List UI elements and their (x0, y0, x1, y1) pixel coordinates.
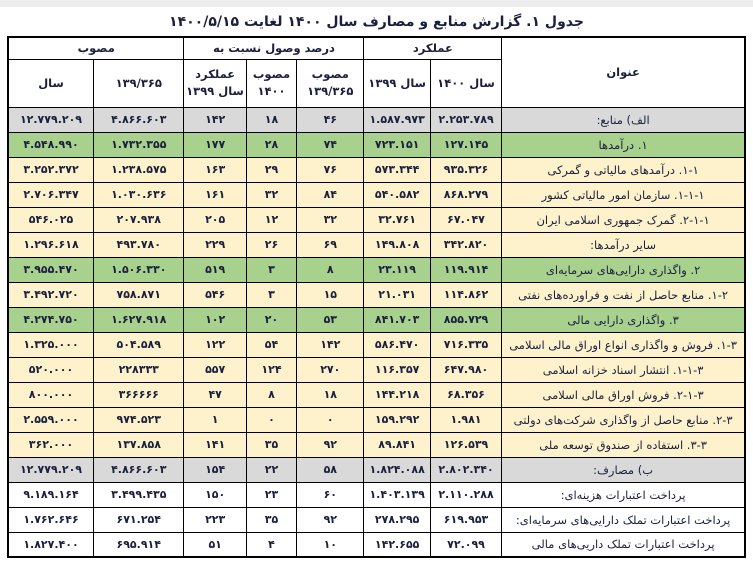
header-approved-139365: ۱۳۹/۳۶۵ (94, 59, 184, 107)
pct-approved-1400-cell: ۲۳ (246, 482, 296, 507)
pct-approved-1400-cell: ۳۲ (246, 182, 296, 207)
approved-139365-cell: ۶۷۱.۲۵۴ (94, 507, 184, 532)
pct-approved-139365-cell: ۱۴۲ (297, 332, 364, 357)
approved-year-cell: ۱۲.۷۷۹.۲۰۹ (8, 457, 94, 482)
pct-approved-1400-cell: ۱۸ (246, 107, 296, 132)
approved-139365-cell: ۴.۸۶۶.۶۰۳ (94, 457, 184, 482)
header-approved-year: سال (8, 59, 94, 107)
perf-1400-cell: ۷۱۶.۳۳۵ (430, 332, 501, 357)
approved-year-cell: ۲.۵۵۹.۰۰۰ (8, 407, 94, 432)
row-label: ۲-۱-۱. گمرک جمهوری اسلامی ایران (502, 207, 745, 232)
row-label: سایر درآمدها: (502, 232, 745, 257)
header-pct-approved-139365-line1: مصوب (311, 66, 349, 81)
table-row (8, 107, 745, 132)
table-row (8, 307, 745, 332)
pct-approved-1400-cell: ۳۵ (246, 507, 296, 532)
header-pct-perf-1399-line2: سال ۱۳۹۹ (186, 84, 244, 98)
perf-1400-cell: ۶۱۹.۹۵۳ (430, 507, 501, 532)
perf-1399-cell: ۱۴۹.۸۰۸ (364, 232, 430, 257)
table-row (8, 507, 745, 532)
row-label: ۳-۳. استفاده از صندوق توسعه ملی (502, 432, 745, 457)
perf-1400-cell: ۱۱۴.۸۶۲ (430, 282, 501, 307)
approved-year-cell: ۱.۲۹۶.۶۱۸ (8, 232, 94, 257)
pct-perf-1399-cell: ۱۶۱ (184, 182, 246, 207)
table-row (8, 232, 745, 257)
row-label: ۱-۱-۱. سازمان امور مالیاتی کشور (502, 182, 745, 207)
perf-1400-cell: ۲.۸۰۲.۳۴۰ (430, 457, 501, 482)
pct-approved-1400-cell: ۲۹ (246, 157, 296, 182)
pct-approved-139365-cell: ۸۴ (297, 182, 364, 207)
perf-1399-cell: ۱.۵۸۷.۹۷۳ (364, 107, 430, 132)
page-title: جدول ۱. گزارش منابع و مصارف سال ۱۴۰۰ لغایت ۱۴۰۰/۵/۱۵ (169, 14, 584, 30)
pct-approved-1400-cell: ۵۴ (246, 332, 296, 357)
approved-139365-cell: ۱.۰۳۰.۶۳۶ (94, 182, 184, 207)
pct-perf-1399-cell: ۱۰۲ (184, 307, 246, 332)
approved-139365-cell: ۳۶۶۶۶۶ (94, 382, 184, 407)
pct-approved-1400-cell: ۳۵ (246, 432, 296, 457)
approved-year-cell: ۱.۷۶۲.۶۴۶ (8, 507, 94, 532)
approved-139365-cell: ۳.۴۹۹.۴۳۵ (94, 482, 184, 507)
pct-approved-139365-cell: ۴۶ (297, 107, 364, 132)
table-row (8, 282, 745, 307)
perf-1400-cell: ۲.۱۱۰.۲۸۸ (430, 482, 501, 507)
row-label: ۲. واگذاری دارایی‌های سرمایه‌ای (502, 257, 745, 282)
pct-perf-1399-cell: ۱۵۰ (184, 482, 246, 507)
pct-approved-1400-cell: ۲۰ (246, 307, 296, 332)
approved-year-cell: ۲.۷۰۶.۳۴۷ (8, 182, 94, 207)
table-row (8, 532, 745, 557)
row-label: الف) منابع: (502, 107, 745, 132)
perf-1400-cell: ۳۴۲.۸۲۰ (430, 232, 501, 257)
header-pct-approved-139365 (297, 59, 364, 107)
pct-approved-139365-cell: ۷۶ (297, 157, 364, 182)
header-approved-group: مصوب (8, 37, 184, 59)
pct-perf-1399-cell: ۱۴۱ (184, 432, 246, 457)
pct-approved-139365-cell: ۶۹ (297, 232, 364, 257)
header-percent-group: درصد وصول نسبت به (184, 37, 364, 59)
row-label: پرداخت اعتبارات هزینه‌ای: (502, 482, 745, 507)
pct-approved-139365-cell: ۹۲ (297, 507, 364, 532)
perf-1399-cell: ۵۷۳.۳۴۴ (364, 157, 430, 182)
table-row (8, 482, 745, 507)
perf-1399-cell: ۷۲۳.۱۵۱ (364, 132, 430, 157)
approved-139365-cell: ۱.۲۳۸.۵۷۵ (94, 157, 184, 182)
pct-approved-139365-cell: ۱۵ (297, 282, 364, 307)
approved-139365-cell: ۴۹۳.۷۸۰ (94, 232, 184, 257)
approved-year-cell: ۱.۳۲۵.۰۰۰ (8, 332, 94, 357)
approved-year-cell: ۳.۲۵۲.۳۷۲ (8, 157, 94, 182)
row-label: ۲-۳. منابع حاصل از واگذاری شرکت‌های دولتی (502, 407, 745, 432)
pct-approved-1400-cell: ۳ (246, 257, 296, 282)
perf-1400-cell: ۶۷.۰۴۷ (430, 207, 501, 232)
table-row (8, 357, 745, 382)
approved-year-cell: ۴.۵۴۸.۹۹۰ (8, 132, 94, 157)
pct-perf-1399-cell: ۱۶۳ (184, 157, 246, 182)
table-row (8, 207, 745, 232)
perf-1400-cell: ۸۵۵.۷۲۹ (430, 307, 501, 332)
approved-year-cell: ۳.۴۹۲.۷۲۰ (8, 282, 94, 307)
perf-1400-cell: ۱۲۷.۱۴۵ (430, 132, 501, 157)
header-pct-perf-1399 (184, 59, 246, 107)
pct-approved-139365-cell: ۵۳ (297, 307, 364, 332)
resources-expenditures-table (7, 36, 746, 558)
perf-1400-cell: ۱.۹۸۱ (430, 407, 501, 432)
perf-1400-cell: ۶۴۷.۹۸۰ (430, 357, 501, 382)
table-row (8, 257, 745, 282)
pct-approved-139365-cell: ۰ (297, 407, 364, 432)
approved-year-cell: ۵۲۰.۰۰۰ (8, 357, 94, 382)
header-title-column: عنوان (502, 37, 745, 107)
pct-approved-139365-cell: ۸ (297, 257, 364, 282)
approved-year-cell: ۸۰۰.۰۰۰ (8, 382, 94, 407)
pct-approved-139365-cell: ۷۴ (297, 132, 364, 157)
table-row (8, 132, 745, 157)
perf-1399-cell: ۵۴۰.۵۸۲ (364, 182, 430, 207)
pct-perf-1399-cell: ۱۴۲ (184, 107, 246, 132)
approved-year-cell: ۵۴۶.۰۲۵ (8, 207, 94, 232)
header-performance-group: عملکرد (364, 37, 502, 59)
approved-year-cell: ۱۲.۷۷۹.۲۰۹ (8, 107, 94, 132)
table-row (8, 182, 745, 207)
pct-approved-139365-cell: ۹۲ (297, 432, 364, 457)
row-label: ۱. درآمدها (502, 132, 745, 157)
pct-approved-1400-cell: ۸ (246, 382, 296, 407)
perf-1399-cell: ۱.۸۲۴.۰۸۸ (364, 457, 430, 482)
approved-year-cell: ۱.۸۲۷.۴۰۰ (8, 532, 94, 557)
approved-139365-cell: ۵۰۴.۵۸۹ (94, 332, 184, 357)
perf-1399-cell: ۸۹.۸۴۱ (364, 432, 430, 457)
approved-139365-cell: ۲۲۸۳۳۳ (94, 357, 184, 382)
row-label: ۲-۱-۳. فروش اوراق مالی اسلامی (502, 382, 745, 407)
row-label: ۱-۱. درآمدهای مالیاتی و گمرکی (502, 157, 745, 182)
table-row (8, 407, 745, 432)
perf-1399-cell: ۲۱.۰۳۱ (364, 282, 430, 307)
pct-approved-1400-cell: ۳ (246, 282, 296, 307)
table-header (8, 37, 745, 107)
table-row (8, 457, 745, 482)
row-label: پرداخت اعتبارات تملک دارایی‌های سرمایه‌ای: (502, 507, 745, 532)
header-pct-perf-1399-line1: عملکرد (195, 66, 236, 81)
perf-1400-cell: ۱۲۶.۵۳۹ (430, 432, 501, 457)
perf-1399-cell: ۲۷۸.۲۹۵ (364, 507, 430, 532)
pct-perf-1399-cell: ۱۷۷ (184, 132, 246, 157)
pct-perf-1399-cell: ۲۰۵ (184, 207, 246, 232)
perf-1399-cell: ۱۵۹.۲۹۲ (364, 407, 430, 432)
row-label: ۱-۳. فروش و واگذاری انواع اوراق مالی اسلامی (502, 332, 745, 357)
table-row (8, 432, 745, 457)
approved-139365-cell: ۹۷۴.۵۲۳ (94, 407, 184, 432)
pct-perf-1399-cell: ۵۱ (184, 532, 246, 557)
pct-approved-1400-cell: ۲۶ (246, 232, 296, 257)
perf-1399-cell: ۱۱۶.۳۵۷ (364, 357, 430, 382)
header-perf-1399: سال ۱۳۹۹ (364, 59, 430, 107)
pct-perf-1399-cell: ۵۵۷ (184, 357, 246, 382)
approved-139365-cell: ۱.۷۳۲.۳۵۵ (94, 132, 184, 157)
approved-year-cell: ۳۶۲.۰۰۰ (8, 432, 94, 457)
pct-perf-1399-cell: ۱۲۲ (184, 332, 246, 357)
perf-1400-cell: ۸۶۸.۲۷۹ (430, 182, 501, 207)
perf-1399-cell: ۱.۴۰۳.۱۳۹ (364, 482, 430, 507)
table-row (8, 157, 745, 182)
perf-1399-cell: ۱۴۲.۶۵۵ (364, 532, 430, 557)
pct-perf-1399-cell: ۲۲۳ (184, 507, 246, 532)
header-pct-approved-139365-line2: ۱۳۹/۳۶۵ (307, 84, 354, 98)
perf-1399-cell: ۳۲.۷۶۱ (364, 207, 430, 232)
pct-perf-1399-cell: ۵۱۹ (184, 257, 246, 282)
pct-approved-139365-cell: ۱۰ (297, 532, 364, 557)
approved-139365-cell: ۱.۵۰۶.۳۳۰ (94, 257, 184, 282)
pct-approved-1400-cell: ۴ (246, 532, 296, 557)
approved-139365-cell: ۱۳۷.۸۵۸ (94, 432, 184, 457)
approved-139365-cell: ۶۹۵.۹۱۴ (94, 532, 184, 557)
perf-1400-cell: ۶۸.۳۵۶ (430, 382, 501, 407)
pct-approved-1400-cell: ۲۸ (246, 132, 296, 157)
pct-approved-139365-cell: ۲۷۰ (297, 357, 364, 382)
header-pct-approved-1400-line1: مصوب (252, 66, 291, 81)
approved-year-cell: ۳.۹۵۵.۴۷۰ (8, 257, 94, 282)
pct-approved-1400-cell: ۱۲۴ (246, 357, 296, 382)
pct-perf-1399-cell: ۴۷ (184, 382, 246, 407)
header-pct-approved-1400-line2: ۱۴۰۰ (257, 84, 286, 98)
perf-1400-cell: ۹۳۵.۳۲۶ (430, 157, 501, 182)
approved-139365-cell: ۱.۶۲۷.۹۱۸ (94, 307, 184, 332)
table-row (8, 332, 745, 357)
top-strip (0, 0, 753, 7)
pct-approved-139365-cell: ۶۰ (297, 482, 364, 507)
perf-1400-cell: ۲.۲۵۳.۷۸۹ (430, 107, 501, 132)
pct-approved-1400-cell: ۱۲ (246, 207, 296, 232)
header-pct-approved-1400 (246, 59, 296, 107)
perf-1399-cell: ۵۸۶.۴۷۰ (364, 332, 430, 357)
header-perf-1400: سال ۱۴۰۰ (430, 59, 501, 107)
approved-year-cell: ۴.۲۷۴.۷۵۰ (8, 307, 94, 332)
table-body (8, 107, 745, 557)
perf-1399-cell: ۸۴۱.۷۰۳ (364, 307, 430, 332)
row-label: ۳. واگذاری دارایی مالی (502, 307, 745, 332)
table-row (8, 382, 745, 407)
pct-perf-1399-cell: ۲۲۹ (184, 232, 246, 257)
row-label: ۱-۱-۳. انتشار اسناد خزانه اسلامی (502, 357, 745, 382)
pct-approved-1400-cell: ۲۲ (246, 457, 296, 482)
pct-approved-1400-cell: ۰ (246, 407, 296, 432)
row-label: پرداخت اعتبارات تملک داریی‌های مالی (502, 532, 745, 557)
pct-perf-1399-cell: ۱۵۴ (184, 457, 246, 482)
perf-1400-cell: ۱۱۹.۹۱۴ (430, 257, 501, 282)
row-label: ۱-۲. منابع حاصل از نفت و فراورده‌های نفتی (502, 282, 745, 307)
approved-year-cell: ۹.۱۸۹.۱۶۴ (8, 482, 94, 507)
perf-1400-cell: ۷۲.۰۹۹ (430, 532, 501, 557)
pct-approved-139365-cell: ۱۸ (297, 382, 364, 407)
pct-approved-139365-cell: ۵۸ (297, 457, 364, 482)
approved-139365-cell: ۴.۸۶۶.۶۰۳ (94, 107, 184, 132)
perf-1399-cell: ۱۴۴.۲۱۸ (364, 382, 430, 407)
pct-approved-139365-cell: ۳۲ (297, 207, 364, 232)
approved-139365-cell: ۲۰۷.۹۳۸ (94, 207, 184, 232)
perf-1399-cell: ۲۳.۱۱۹ (364, 257, 430, 282)
pct-perf-1399-cell: ۱ (184, 407, 246, 432)
pct-perf-1399-cell: ۵۴۶ (184, 282, 246, 307)
approved-139365-cell: ۷۵۸.۸۷۱ (94, 282, 184, 307)
row-label: ب) مصارف: (502, 457, 745, 482)
